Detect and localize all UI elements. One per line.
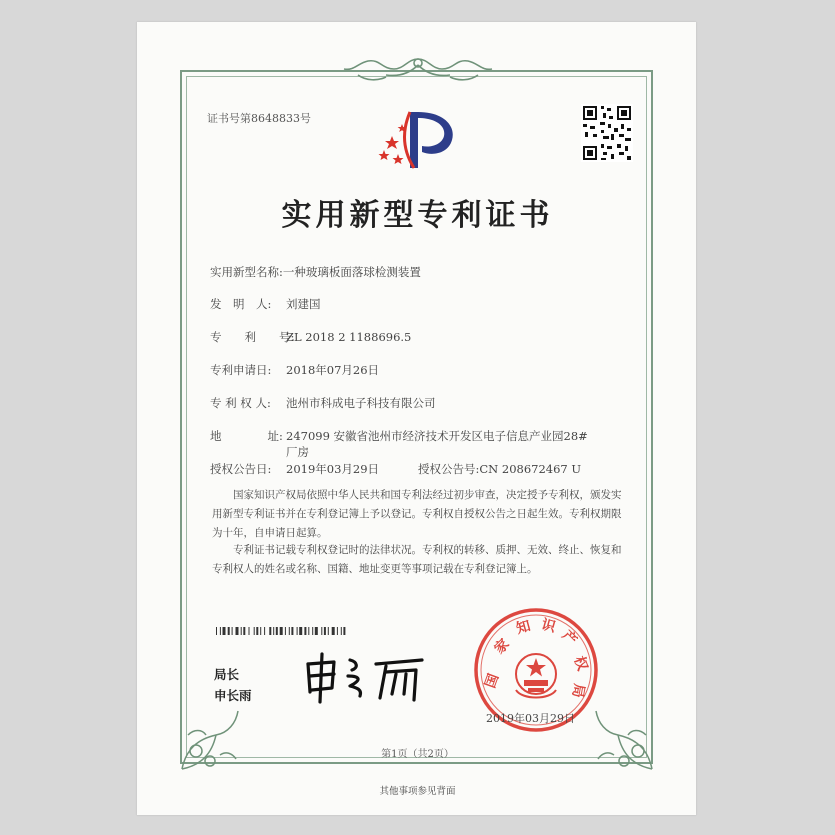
field-label: 授权公告日: [210,462,272,476]
top-ornament [338,55,498,85]
barcode-bar [220,627,221,635]
barcode-bar [249,627,250,635]
cnipa-emblem-icon [374,106,462,174]
field-value: 一种玻璃板面落球检测装置 [282,265,421,279]
field-value: ZL 2018 2 1188696.5 [286,330,412,344]
barcode-bar [304,627,306,635]
barcode-bar [332,627,335,635]
field-patentee [210,395,436,411]
field-patent-number [210,329,411,345]
barcode-icon [216,627,416,635]
barcode-bar [285,627,286,635]
field-label: 实用新型名称: [210,265,283,279]
barcode-bar [289,627,290,635]
barcode-bar [273,627,274,635]
barcode-bar [254,627,255,635]
certificate-title: 实用新型专利证书 [281,198,554,233]
field-utility-model-name [210,264,421,280]
barcode-bar [232,627,233,635]
field-value: 247099 安徽省池州市经济技术开发区电子信息产业园28# [286,429,588,443]
barcode-bar [269,627,271,635]
barcode-bar [236,627,239,635]
barcode-bar [228,627,230,635]
barcode-bar [256,627,258,635]
svg-text:产: 产 [558,627,580,649]
field-value: 池州市科成电子科技有限公司 [286,396,436,410]
barcode-bar [343,627,345,635]
field-value: 刘建国 [286,297,321,311]
field-inventor [210,296,321,312]
field-label: 专 利 号: [210,330,295,344]
barcode-bar [337,627,338,635]
barcode-bar [276,627,278,635]
signatory-title: 局长 [214,667,240,682]
bottom-left-ornament [176,705,246,775]
barcode-bar [264,627,265,635]
field-filing-date [210,362,379,378]
handwritten-signature [300,650,430,705]
barcode-bar [291,627,293,635]
field-label: 发 明 人: [210,297,272,311]
field-grant-date [210,461,379,477]
barcode-bar [308,627,309,635]
field-grant-number [418,461,581,477]
field-label: 地 址: [210,429,283,443]
barcode-bar [324,627,326,635]
svg-text:识: 识 [539,616,558,636]
body-paragraph-2: 专利证书记载专利权登记时的法律状况。专利权的转移、质押、无效、终止、恢复和专利权人的姓名或名称、国籍、地址变更等事项记载在专利登记簿上。 [212,544,622,575]
seal-date: 2019年03月29日 [486,712,575,725]
barcode-bar [328,627,329,635]
barcode-bar [260,627,261,635]
barcode-bar [216,627,217,635]
field-address-line2: 厂房 [286,445,309,459]
svg-text:家: 家 [491,636,513,658]
barcode-bar [321,627,322,635]
footer-note: 其他事项参见背面 [379,786,456,797]
barcode-bar [243,627,245,635]
barcode-bar [297,627,298,635]
field-label: 授权公告号: [418,462,480,476]
field-label: 专 利 权 人: [210,396,271,410]
barcode-bar [341,627,342,635]
svg-text:权: 权 [570,654,591,673]
field-value: 2019年03月29日 [286,462,380,476]
field-address [210,428,588,444]
field-label: 专利申请日: [210,363,272,377]
svg-text:局: 局 [568,682,587,699]
barcode-bar [312,627,313,635]
svg-text:知: 知 [514,618,533,638]
body-paragraph-1: 国家知识产权局依照中华人民共和国专利法经过初步审查，决定授予专利权，颁发实用新型专利证书并在专利登记簿上予以登记。专利权自授权公告之日起生效。专利权期限为十年，自申请日起算。 [212,489,622,539]
field-value: 2018年07月26日 [286,363,380,377]
svg-text:国: 国 [482,671,503,691]
barcode-bar [241,627,242,635]
page-number: 第1页（共2页） [381,749,454,760]
signatory-name: 申长雨 [214,688,252,703]
certificate-number: 证书号第8648833号 [207,112,311,125]
field-value: CN 208672467 U [479,462,582,476]
barcode-bar [315,627,318,635]
barcode-bar [223,627,226,635]
qr-code-icon [581,104,633,162]
barcode-bar [280,627,283,635]
barcode-bar [299,627,302,635]
